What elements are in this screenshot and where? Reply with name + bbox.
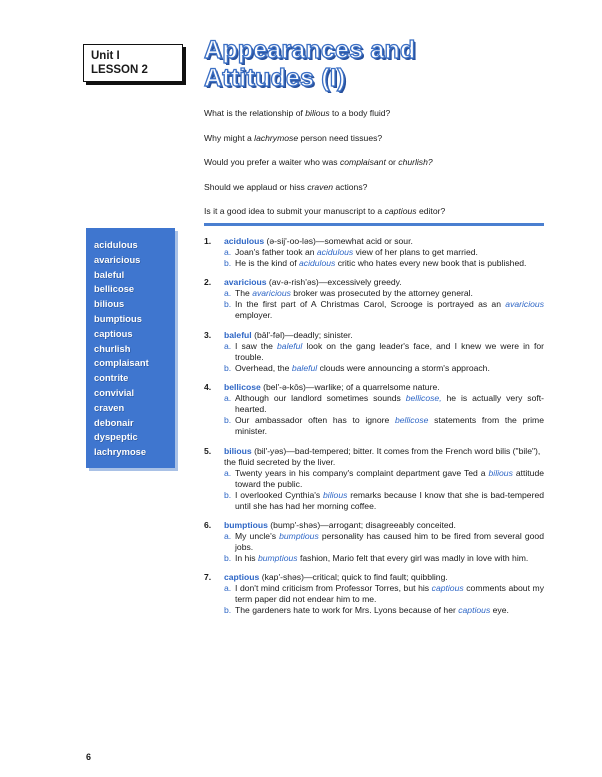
example-word: bumptious xyxy=(279,530,319,541)
example-pre: The gardeners hate to work for Mrs. Lyons because of her xyxy=(235,605,459,616)
word-list-item: bilious xyxy=(94,298,125,310)
example-word: bilious xyxy=(488,467,513,478)
question-word: bilious xyxy=(305,108,330,118)
intro-questions xyxy=(204,108,544,231)
entry-number: 4. xyxy=(204,382,212,393)
vocab-entry xyxy=(204,520,544,564)
example-post: critic who hates every new book that is published. xyxy=(335,258,527,268)
entry-definition xyxy=(224,382,544,393)
title-line-1: Appearances and xyxy=(204,36,416,64)
example-word: captious xyxy=(458,605,491,616)
example-sentence xyxy=(224,553,544,564)
question-word: lachrymose xyxy=(254,132,299,143)
entry-number: 1. xyxy=(204,236,212,246)
entry-headword: bellicose xyxy=(224,382,261,393)
example-sentence xyxy=(224,583,544,605)
example-sentence xyxy=(224,247,544,258)
question-word: churlish? xyxy=(398,157,433,167)
entry-number: 5. xyxy=(204,445,212,456)
word-list-item: captious xyxy=(94,327,133,339)
question-word: craven xyxy=(307,181,333,192)
word-list-item: convivial xyxy=(94,386,135,398)
example-pre: I overlooked Cynthia's xyxy=(235,489,324,500)
word-list-item: dyspeptic xyxy=(94,431,138,443)
unit-lesson-box xyxy=(83,44,183,82)
example-letter: a. xyxy=(224,583,232,594)
example-post: eye. xyxy=(490,605,509,616)
unit-label: Unit I xyxy=(91,50,120,62)
lesson-title xyxy=(204,36,544,92)
word-list-item: complaisant xyxy=(94,357,149,369)
example-word: acidulous xyxy=(299,258,336,268)
vocab-entry xyxy=(204,236,544,269)
example-word: bilious xyxy=(323,489,348,500)
example-post: employer. xyxy=(235,310,273,321)
entry-definition xyxy=(224,572,544,583)
word-list-item: acidulous xyxy=(94,239,138,250)
question-word: captious xyxy=(384,206,417,216)
question: What is the relationship of bilious to a body fluid? xyxy=(204,108,391,118)
example-post: remarks because I know that she is bad-tempered until she has had her morning coffee. xyxy=(235,489,544,511)
example-post: attitude toward the public. xyxy=(235,467,545,489)
example-post: statements from the prime minister. xyxy=(235,415,544,437)
example-sentence xyxy=(224,299,544,321)
example-sentence xyxy=(224,468,544,490)
example-post: look on the gang leader's face, and I knew we were in for trouble. xyxy=(235,340,544,362)
example-word: captious xyxy=(431,583,464,594)
entry-headword: captious xyxy=(224,572,260,583)
entry-def-text: (bil'-yəs)—bad-tempered; bitter. It comes from the French word bilis ("bile"), the fluid secreted by the liver. xyxy=(224,445,541,467)
entry-number: 7. xyxy=(204,572,212,583)
word-list-item: craven xyxy=(94,401,125,413)
section-divider xyxy=(204,223,544,226)
example-letter: b. xyxy=(224,258,232,268)
entry-definition xyxy=(224,520,544,531)
example-letter: a. xyxy=(224,393,232,404)
example-word: acidulous xyxy=(316,247,354,257)
example-word: baleful xyxy=(277,340,303,351)
word-list-item: churlish xyxy=(94,342,131,354)
word-list-item: debonair xyxy=(94,416,134,428)
example-letter: b. xyxy=(224,489,232,500)
example-sentence xyxy=(224,531,544,553)
vocab-entry xyxy=(204,277,544,321)
entry-def-text: (bel'-ə-kōs)—warlike; of a quarrelsome nature. xyxy=(260,382,440,393)
vocab-entry xyxy=(204,446,544,512)
question: Is it a good idea to submit your manuscript to a captious editor? xyxy=(204,206,446,216)
example-sentence xyxy=(224,490,544,512)
vocab-entry xyxy=(204,330,544,374)
word-list-item: bumptious xyxy=(94,312,142,324)
page-number: 6 xyxy=(86,752,92,762)
example-letter: b. xyxy=(224,552,232,563)
word-list-item: lachrymose xyxy=(94,446,147,458)
word-list-item: bellicose xyxy=(94,283,135,295)
word-list-box xyxy=(86,228,175,468)
entry-headword: acidulous xyxy=(224,236,265,246)
vocab-entry xyxy=(204,382,544,437)
example-word: avaricious xyxy=(252,288,291,299)
entry-headword: bilious xyxy=(224,445,252,456)
example-sentence xyxy=(224,605,544,616)
example-letter: a. xyxy=(224,288,232,299)
example-pre: Overhead, the xyxy=(235,362,292,373)
entry-def-text: (bump'-shəs)—arrogant; disagreeably conceited. xyxy=(267,519,456,530)
example-letter: a. xyxy=(224,530,232,541)
example-letter: a. xyxy=(224,247,232,257)
example-post: view of her plans to get married. xyxy=(353,247,478,257)
example-letter: b. xyxy=(224,605,232,616)
example-word: baleful xyxy=(291,362,318,373)
title-line-2: Attitudes (I) xyxy=(204,64,346,92)
word-list-item: contrite xyxy=(94,372,129,384)
example-letter: b. xyxy=(224,362,232,373)
entry-definition xyxy=(224,236,544,247)
example-pre: The xyxy=(235,288,253,299)
example-pre: I saw the xyxy=(235,340,278,351)
entry-definition xyxy=(224,446,544,468)
example-pre: Twenty years in his company's complaint department gave Ted a xyxy=(235,467,489,478)
example-post: he is actually very soft-hearted. xyxy=(235,393,544,415)
example-post: comments about my term paper did not endear him to me. xyxy=(235,583,544,605)
example-pre: Although our landlord sometimes sounds xyxy=(235,393,406,404)
example-pre: He is the kind of xyxy=(235,258,300,268)
example-pre: In the first part of A Christmas Carol, Scrooge is portrayed as an xyxy=(235,299,506,310)
example-word: bumptious xyxy=(257,552,298,563)
example-pre: My uncle's xyxy=(235,530,280,541)
question: Why might a lachrymose person need tissues? xyxy=(204,132,383,143)
vocabulary-entries xyxy=(204,236,544,625)
example-pre: Our ambassador often has to ignore xyxy=(235,415,395,426)
entry-number: 2. xyxy=(204,277,212,288)
example-sentence xyxy=(224,341,544,363)
word-list-item: avaricious xyxy=(94,253,141,265)
example-letter: a. xyxy=(224,340,232,351)
example-post: broker was prosecuted by the attorney general. xyxy=(290,288,473,299)
entry-def-text: (av-ə-rish'əs)—excessively greedy. xyxy=(266,277,402,288)
example-word: avaricious xyxy=(505,299,544,310)
example-word: bellicose, xyxy=(405,393,442,404)
entry-definition xyxy=(224,277,544,288)
entry-def-text: (ə-sij'-oo-ləs)—somewhat acid or sour. xyxy=(264,236,413,246)
entry-definition xyxy=(224,330,544,341)
example-letter: b. xyxy=(224,299,232,310)
entry-number: 3. xyxy=(204,329,212,340)
example-post: clouds were announcing a storm's approach. xyxy=(317,362,490,373)
example-pre: I don't mind criticism from Professor Torres, but his xyxy=(235,583,432,594)
example-letter: b. xyxy=(224,415,232,426)
entry-headword: baleful xyxy=(224,329,252,340)
question-word: complaisant xyxy=(339,157,386,167)
example-pre: Joan's father took an xyxy=(235,247,317,257)
example-post: fashion, Mario felt that every girl was madly in love with him. xyxy=(297,552,529,563)
example-sentence xyxy=(224,363,544,374)
entry-headword: bumptious xyxy=(224,519,268,530)
lesson-label: LESSON 2 xyxy=(91,64,148,76)
word-list-item: baleful xyxy=(94,268,125,280)
example-sentence xyxy=(224,258,544,269)
example-word: bellicose xyxy=(394,415,429,426)
question: Would you prefer a waiter who was complaisant or churlish? xyxy=(204,157,433,167)
example-letter: a. xyxy=(224,467,232,478)
example-pre: In his xyxy=(235,552,258,563)
entry-number: 6. xyxy=(204,519,212,530)
question: Should we applaud or hiss craven actions? xyxy=(204,181,368,192)
entry-headword: avaricious xyxy=(224,277,267,288)
example-sentence xyxy=(224,288,544,299)
entry-def-text: (kap'-shəs)—critical; quick to find fault; quibbling. xyxy=(259,572,448,583)
example-sentence xyxy=(224,415,544,437)
vocab-entry xyxy=(204,572,544,616)
example-post: personality has caused him to be fired from several good jobs. xyxy=(235,530,544,552)
example-sentence xyxy=(224,393,544,415)
entry-def-text: (bāl'-fəl)—deadly; sinister. xyxy=(251,329,353,340)
